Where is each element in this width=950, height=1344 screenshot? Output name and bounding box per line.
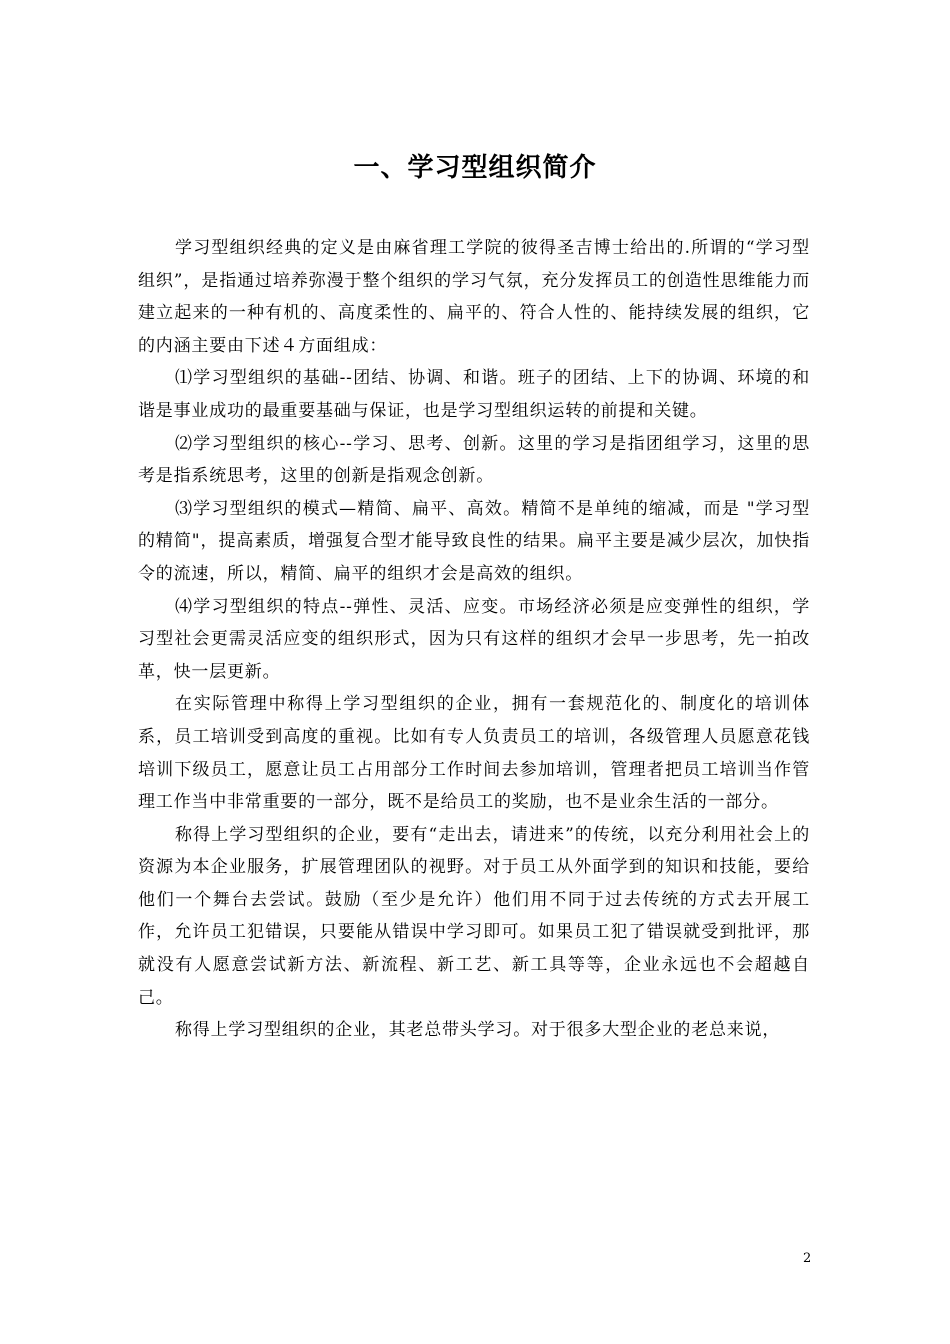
paragraph-foundation: ⑴学习型组织的基础--团结、协调、和谐。班子的团结、上下的协调、环境的和谐是事业成功的最重要基础与保证，也是学习型组织运转的前提和关键。 — [138, 368, 810, 421]
paragraph-leader-learning: 称得上学习型组织的企业，其老总带头学习。对于很多大型企业的老总来说， — [175, 1020, 781, 1041]
paragraph-core: ⑵学习型组织的核心--学习、思考、创新。这里的学习是指团组学习，这里的思考是指系统思考，这里的创新是指观念创新。 — [138, 433, 810, 487]
paragraph-mode: ⑶学习型组织的模式—精简、扁平、高效。精简不是单纯的缩减，而是 "学习型的精简"，提高素质，增强复合型才能导致良性的结果。扁平主要是减少层次，加快指令的流速，所以，精简、扁平的组织才会是高效的组织。 — [138, 498, 810, 584]
page-number: 2 — [803, 1251, 812, 1266]
section-title: 一、学习型组织简介 — [353, 153, 597, 183]
paragraph-features: ⑷学习型组织的特点--弹性、灵活、应变。市场经济必须是应变弹性的组织，学习型社会更需灵活应变的组织形式，因为只有这样的组织才会早一步思考，先一拍改革，快一层更新。 — [138, 596, 810, 682]
paragraph-go-out-bring-in: 称得上学习型组织的企业，要有“走出去，请进来”的传统，以充分利用社会上的资源为本企业服务，扩展管理团队的视野。对于员工从外面学到的知识和技能，要给他们一个舞台去尝试。鼓励（至少是允许）他们用不同于过去传统的方式去开展工作，允许员工犯错误，只要能从错误中学习即可。如果员工犯了错误就受到批评，那就没有人愿意尝试新方法、新流程、新工艺、新工具等等，企业永远也不会超越自己。 — [138, 824, 810, 1008]
paragraph-training: 在实际管理中称得上学习型组织的企业，拥有一套规范化的、制度化的培训体系，员工培训受到高度的重视。比如有专人负责员工的培训，各级管理人员愿意花钱培训下级员工，愿意让员工占用部分工作时间去参加培训，管理者把员工培训当作管理工作当中非常重要的一部分，既不是给员工的奖励，也不是业余生活的一部分。 — [138, 694, 810, 813]
paragraph-definition: 学习型组织经典的定义是由麻省理工学院的彼得圣吉博士给出的.所谓的“学习型组织”，是指通过培养弥漫于整个组织的学习气氛，充分发挥员工的创造性思维能力而建立起来的一种有机的、高度柔性的、扁平的、符合人性的、能持续发展的组织，它的内涵主要由下述４方面组成： — [138, 238, 810, 356]
document-body — [138, 232, 810, 1047]
